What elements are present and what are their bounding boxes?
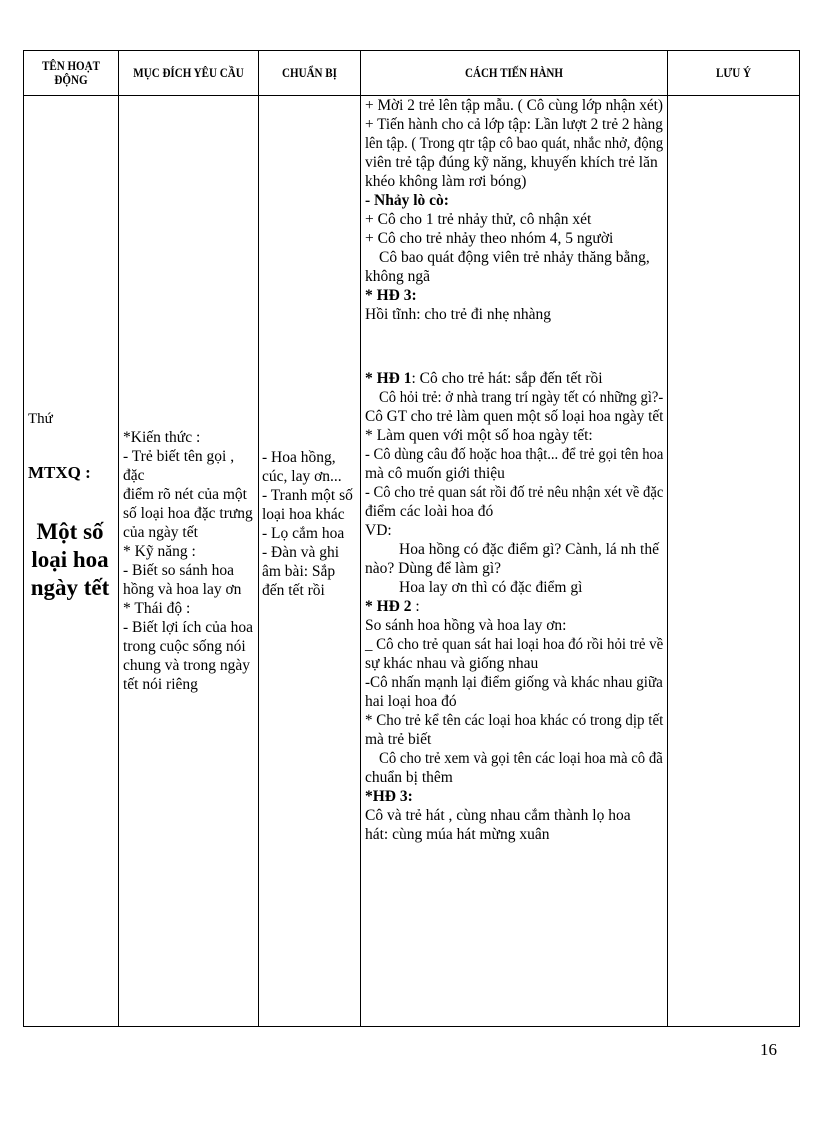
procedure-line	[365, 369, 665, 388]
objective-line: - Biết so sánh hoa	[123, 562, 235, 579]
objective-line: trong cuộc sống nói	[123, 638, 246, 655]
preparation-line: đến tết rồi	[262, 582, 325, 599]
procedure-line: chuẩn bị thêm	[365, 769, 453, 786]
objective-line: của ngày tết	[123, 524, 198, 541]
procedure-line: _ Cô cho trẻ quan sát hai loại hoa đó rồi hỏi trẻ về	[365, 636, 664, 653]
procedure-line: Cô cho trẻ xem và gọi tên các loại hoa mà cô đã	[379, 750, 663, 767]
procedure-line: lên tập. ( Trong qtr tập cô bao quát, nhắc nhở, động	[365, 135, 664, 152]
preparation-line: - Tranh một số	[262, 487, 353, 504]
procedure-line: viên trẻ tập đúng kỹ năng, khuyến khích trẻ lăn	[365, 154, 658, 171]
activity-day: Thứ	[28, 411, 53, 427]
preparation-line: loại hoa khác	[262, 506, 345, 523]
procedure-line: * HĐ 3:	[365, 287, 417, 304]
header-preparation: CHUẨN BỊ	[259, 51, 361, 96]
procedure-line: không ngã	[365, 268, 431, 285]
procedure-line: nào? Dùng để làm gì?	[365, 560, 502, 577]
procedure-line: điểm các loài hoa đó	[365, 503, 494, 520]
objective-line: *Kiến thức :	[123, 429, 201, 446]
notes-cell	[668, 96, 800, 1027]
preparation-line: - Hoa hồng,	[262, 449, 336, 466]
activity-title: Một số loại hoa ngày tết	[30, 519, 110, 600]
procedure-text: :	[411, 598, 420, 615]
activity-heading: * HĐ 2	[365, 598, 412, 615]
header-row	[24, 51, 800, 96]
objective-line: * Thái độ :	[123, 600, 191, 617]
preparation-line: - Đàn và ghi	[262, 544, 340, 561]
procedure-line: khéo không làm rơi bóng)	[365, 173, 527, 190]
procedure-line: -Cô nhấn mạnh lại điểm giống và khác nhau giữa	[365, 674, 663, 691]
objective-line: - Trẻ biết tên gọi , đặc	[123, 448, 235, 484]
procedure-line: Hồi tĩnh: cho trẻ đi nhẹ nhàng	[365, 306, 551, 323]
objective-line: - Biết lợi ích của hoa	[123, 619, 254, 636]
objective-line: hồng và hoa lay ơn	[123, 581, 242, 598]
header-notes: LƯU Ý	[668, 51, 800, 96]
activity-subject: MTXQ :	[28, 463, 91, 482]
procedure-line: * Cho trẻ kể tên các loại hoa khác có trong dịp tết	[365, 712, 664, 729]
procedure-line: Cô và trẻ hát , cùng nhau cắm thành lọ hoa	[365, 807, 631, 824]
activity-heading: * HĐ 1	[365, 370, 412, 387]
header-activity-name: TÊN HOẠT ĐỘNG	[24, 51, 119, 96]
activity-cell	[24, 96, 119, 1027]
procedure-line: hai loại hoa đó	[365, 693, 457, 710]
procedure-line: mà trẻ biết	[365, 731, 432, 748]
procedure-line: Cô hỏi trẻ: ở nhà trang trí ngày tết có những gì?-	[379, 389, 664, 406]
header-procedure: CÁCH TIẾN HÀNH	[361, 51, 668, 96]
preparation-line: âm bài: Sắp	[262, 563, 336, 580]
procedure-line: sự khác nhau và giống nhau	[365, 655, 539, 672]
procedure-line: * Làm quen với một số hoa ngày tết:	[365, 427, 593, 444]
procedure-line: - Cô dùng câu đố hoặc hoa thật... để trẻ gọi tên hoa	[365, 446, 664, 463]
procedure-line: *HĐ 3:	[365, 788, 413, 805]
objective-line: chung và trong ngày	[123, 657, 250, 674]
procedure-line: Hoa hồng có đặc điểm gì? Cành, lá nh thế	[399, 541, 659, 558]
procedure-line: mà cô muốn giới thiệu	[365, 465, 505, 482]
procedure-line: + Tiến hành cho cả lớp tập: Lần lượt 2 trẻ 2 hàng	[365, 116, 663, 133]
procedure-line: VD:	[365, 522, 392, 539]
objective-line: * Kỹ năng :	[123, 543, 196, 560]
body-row	[24, 96, 800, 1027]
preparation-line: - Lọ cắm hoa	[262, 525, 345, 542]
procedure-line: Cô GT cho trẻ làm quen một số loại hoa ngày tết	[365, 408, 664, 425]
preparation-line: cúc, lay ơn...	[262, 468, 342, 485]
procedure-line: Cô bao quát động viên trẻ nhảy thăng bằng,	[379, 249, 650, 266]
procedure-cell	[361, 96, 668, 1027]
procedure-line: + Mời 2 trẻ lên tập mẫu. ( Cô cùng lớp nhận xét)	[365, 97, 663, 114]
procedure-line: + Cô cho trẻ nhảy theo nhóm 4, 5 người	[365, 230, 614, 247]
header-objectives: MỤC ĐÍCH YÊU CẦU	[119, 51, 259, 96]
objective-line: số loại hoa đặc trưng	[123, 505, 253, 522]
objectives-cell	[119, 96, 259, 1027]
lesson-plan-table	[23, 50, 800, 1027]
procedure-line	[365, 597, 665, 616]
procedure-line: hát: cùng múa hát mừng xuân	[365, 826, 550, 843]
procedure-line: So sánh hoa hồng và hoa lay ơn:	[365, 617, 567, 634]
procedure-line: - Cô cho trẻ quan sát rồi đố trẻ nêu nhận xét về đặc	[365, 484, 664, 501]
procedure-line: + Cô cho 1 trẻ nhảy thử, cô nhận xét	[365, 211, 592, 228]
objective-line: tết nói riêng	[123, 676, 198, 693]
page-number: 16	[760, 1040, 777, 1059]
procedure-line: Hoa lay ơn thì có đặc điểm gì	[399, 579, 583, 596]
preparation-cell	[259, 96, 361, 1027]
procedure-line: - Nhảy lò cò:	[365, 192, 449, 209]
procedure-text: : Cô cho trẻ hát: sắp đến tết rồi	[411, 370, 603, 387]
objective-line: điểm rõ nét của một	[123, 486, 247, 503]
